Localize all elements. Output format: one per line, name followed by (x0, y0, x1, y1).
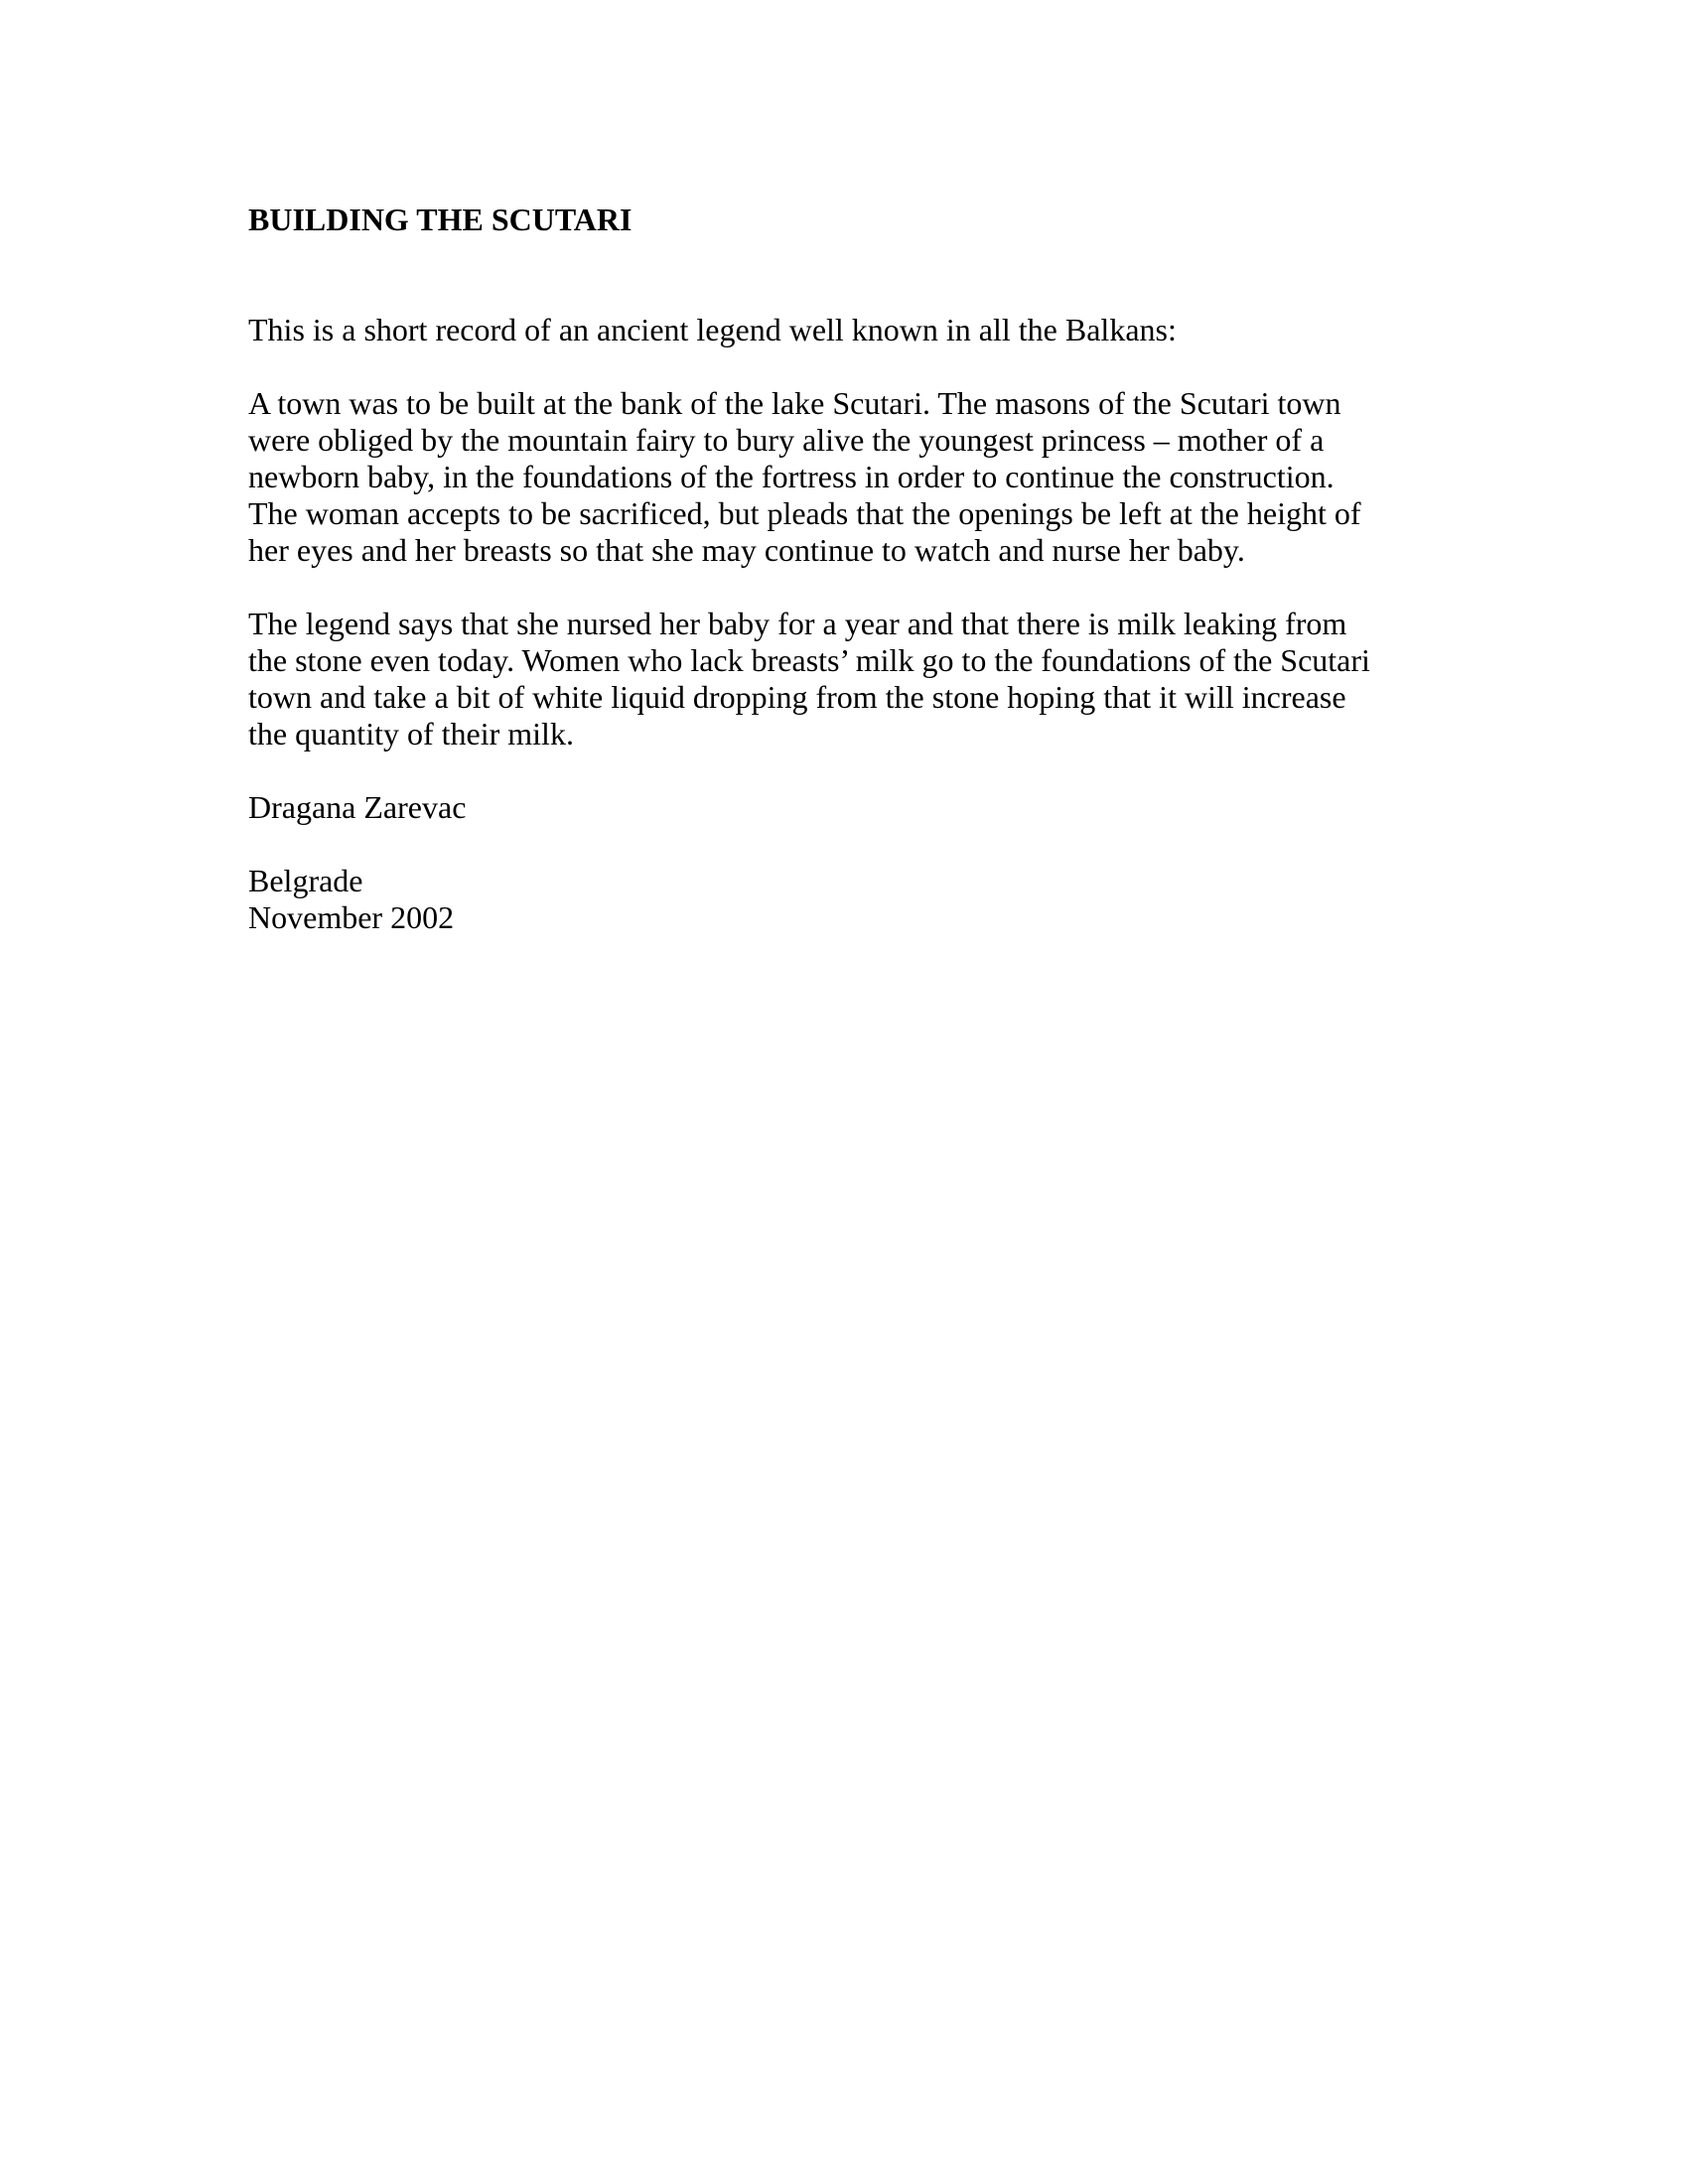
text-line: The legend says that she nursed her baby for a year and that there is milk leaking from (248, 606, 1347, 641)
paragraph-legend-today (248, 606, 1460, 752)
text-line: the quantity of their milk. (248, 716, 574, 751)
paragraph-place-date (248, 863, 1460, 936)
author-name: Dragana Zarevac (248, 789, 467, 825)
text-line: were obliged by the mountain fairy to bury alive the youngest princess – mother of a (248, 422, 1325, 458)
text-line: newborn baby, in the foundations of the fortress in order to continue the construction. (248, 459, 1335, 494)
text-line: The woman accepts to be sacrificed, but pleads that the openings be left at the height of (248, 495, 1361, 531)
document-title: BUILDING THE SCUTARI (248, 202, 633, 237)
paragraph-intro (248, 312, 1460, 348)
text-line: town and take a bit of white liquid dropping from the stone hoping that it will increase (248, 679, 1346, 715)
paragraph-legend-story (248, 385, 1460, 569)
paragraph-author (248, 789, 1460, 826)
text-line: This is a short record of an ancient legend well known in all the Balkans: (248, 312, 1177, 347)
place-line: Belgrade (248, 863, 363, 898)
document-content (248, 202, 1460, 936)
text-line: the stone even today. Women who lack breasts’ milk go to the foundations of the Scutari (248, 642, 1370, 678)
date-line: November 2002 (248, 899, 455, 935)
text-line: A town was to be built at the bank of the lake Scutari. The masons of the Scutari town (248, 385, 1341, 421)
text-line: her eyes and her breasts so that she may continue to watch and nurse her baby. (248, 532, 1245, 568)
